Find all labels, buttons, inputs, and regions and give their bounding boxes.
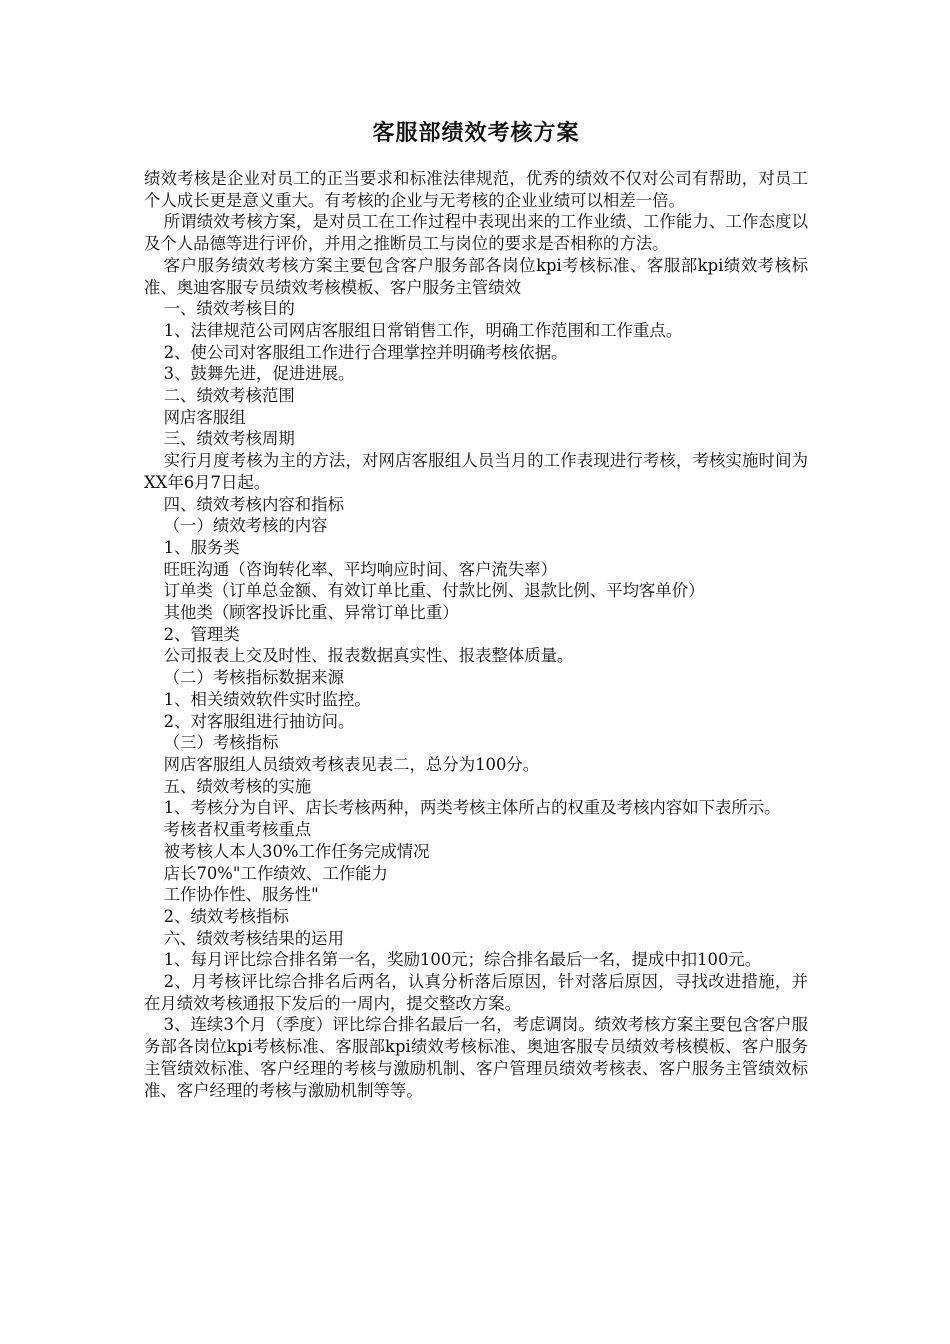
document-paragraph: 六、绩效考核结果的运用 [163, 928, 344, 948]
document-paragraph: 被考核人本人30%工作任务完成情况 [163, 841, 430, 861]
document-paragraph: 1、法律规范公司网店客服组日常销售工作，明确工作范围和工作重点。 [163, 320, 683, 340]
document-paragraph: 一、绩效考核目的 [163, 299, 295, 319]
document-paragraph: 其他类（顾客投诉比重、异常订单比重） [163, 603, 459, 623]
document-paragraph: 实行月度考核为主的方法，对网店客服组人员当月的工作表现进行考核，考核实施时间为XX年6月7日起。 [144, 451, 808, 492]
document-paragraph: 三、绩效考核周期 [163, 429, 295, 449]
document-paragraph: 网店客服组人员绩效考核表见表二，总分为100分。 [163, 754, 540, 774]
document-paragraph: 所谓绩效考核方案，是对员工在工作过程中表现出来的工作业绩、工作能力、工作态度以及个人品德等进行评价，并用之推断员工与岗位的要求是否相称的方法。 [144, 212, 808, 254]
document-paragraph: 店长70%"工作绩效、工作能力 [163, 863, 388, 883]
document-paragraph: 1、考核分为自评、店长考核两种，两类考核主体所占的权重及考核内容如下表所示。 [163, 798, 781, 818]
document-paragraph: 2、管理类 [163, 624, 240, 644]
document-paragraph: 1、相关绩效软件实时监控。 [163, 689, 371, 709]
document-paragraph: 四、绩效考核内容和指标 [163, 494, 344, 514]
document-paragraph: 客户服务绩效考核方案主要包含客户服务部各岗位kpi考核标准、客服部kpi绩效考核标准、奥迪客服专员绩效考核模板、客户服务主管绩效 [144, 255, 808, 297]
document-paragraph: 二、绩效考核范围 [163, 386, 295, 406]
document-paragraph: 绩效考核是企业对员工的正当要求和标准法律规范，优秀的绩效不仅对公司有帮助，对员工个人成长更是意义重大。有考核的企业与无考核的企业业绩可以相差一倍。 [144, 169, 808, 210]
document-paragraph: 订单类（订单总金额、有效订单比重、付款比例、退款比例、平均客单价） [163, 581, 705, 601]
document-paragraph: 1、每月评比综合排名第一名，奖励100元；综合排名最后一名，提成中扣100元。 [163, 950, 762, 970]
document-paragraph: 2、使公司对客服组工作进行合理掌控并明确考核依据。 [163, 342, 568, 362]
document-paragraph: 3、鼓舞先进，促进进展。 [163, 364, 355, 384]
document-paragraph: 2、绩效考核指标 [163, 906, 289, 926]
document-paragraph: （一）绩效考核的内容 [163, 516, 328, 536]
document-paragraph: 网店客服组 [163, 407, 246, 427]
document-paragraph: 公司报表上交及时性、报表数据真实性、报表整体质量。 [163, 646, 574, 666]
document-paragraph: 旺旺沟通（咨询转化率、平均响应时间、客户流失率） [163, 559, 558, 579]
document-paragraph: 2、对客服组进行抽访问。 [163, 711, 355, 731]
document-title: 客服部绩效考核方案 [372, 120, 580, 146]
document-page [144, 116, 808, 1101]
document-paragraph: （三）考核指标 [163, 733, 279, 753]
document-paragraph: 工作协作性、服务性" [163, 885, 319, 905]
document-paragraph: 3、连续3个月（季度）评比综合排名最后一名，考虑调岗。绩效考核方案主要包含客户服务部各岗位kpi考核标准、客服部kpi绩效考核标准、奥迪客服专员绩效考核模板、客户服务主管绩效标准、客户经理的考核与激励机制、客户管理员绩效考核表、客户服务主管绩效标准、客户经理的考核与激励机制等等。 [144, 1015, 808, 1100]
document-paragraph: 五、绩效考核的实施 [163, 776, 312, 796]
document-body [144, 168, 808, 1101]
document-paragraph: 1、服务类 [163, 537, 240, 557]
document-paragraph: （二）考核指标数据来源 [163, 668, 344, 688]
document-paragraph: 2、月考核评比综合排名后两名，认真分析落后原因，针对落后原因，寻找改进措施，并在月绩效考核通报下发后的一周内，提交整改方案。 [144, 972, 808, 1013]
document-paragraph: 考核者权重考核重点 [163, 820, 312, 840]
